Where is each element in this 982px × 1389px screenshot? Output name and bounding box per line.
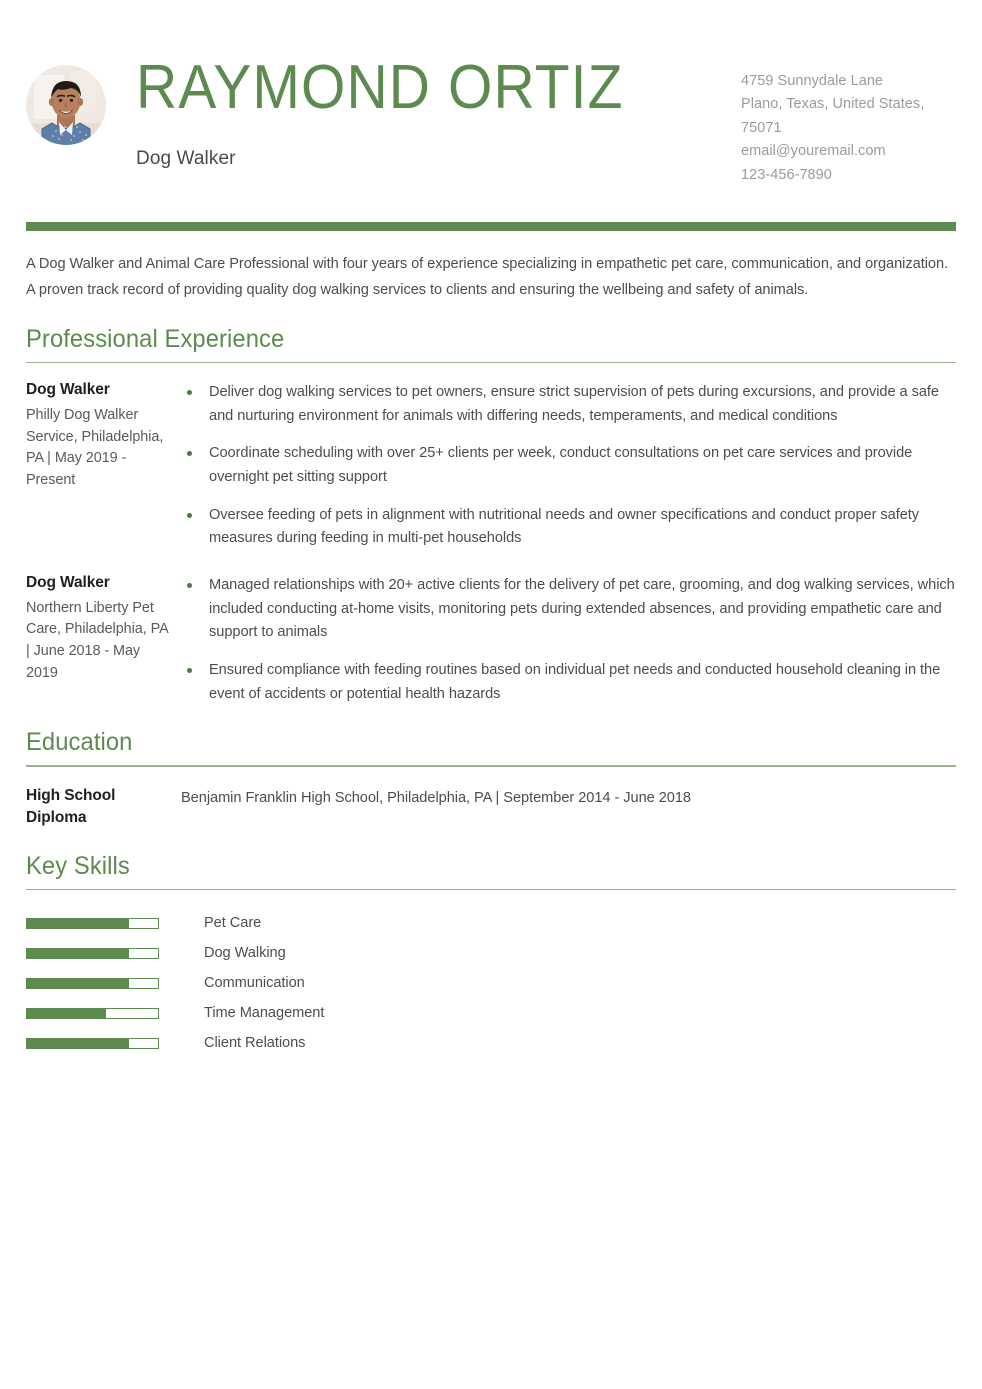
skill-row <box>26 968 956 998</box>
skill-level-fill <box>27 979 129 988</box>
experience-bullet-list <box>181 381 956 551</box>
skill-label: Pet Care <box>204 915 262 932</box>
contact-phone[interactable]: 123-456-7890 <box>741 166 832 183</box>
skill-level-fill <box>27 949 129 958</box>
skill-label: Communication <box>204 975 305 992</box>
experience-meta: Northern Liberty Pet Care, Philadelphia, PA | June 2018 - May 2019 <box>26 599 168 681</box>
experience-entry <box>26 573 956 706</box>
profile-photo-icon <box>26 65 106 145</box>
experience-bullet: Oversee feeding of pets in alignment with nutritional needs and owner specifications and conduct proper safety measures during feeding in multi-pet households <box>181 504 956 551</box>
experience-bullet: Ensured compliance with feeding routines based on individual pet needs and conducted household cleaning in the event of accidents or potential health hazards <box>181 659 956 706</box>
section-rule <box>26 765 956 767</box>
experience-role: Dog Walker <box>26 381 110 399</box>
section-education <box>26 728 956 829</box>
skill-row <box>26 938 956 968</box>
skill-row <box>26 998 956 1028</box>
section-title-skills: Key Skills <box>26 851 130 880</box>
experience-bullet: Deliver dog walking services to pet owners, ensure strict supervision of pets during excursions, and provide a safe and nurturing environment for animals with differing needs, temperaments, and medical conditions <box>181 381 956 428</box>
education-detail: Benjamin Franklin High School, Philadelphia, PA | September 2014 - June 2018 <box>181 789 692 806</box>
skill-label: Time Management <box>204 1005 325 1022</box>
skill-level-bar <box>26 948 159 959</box>
section-skills <box>26 852 956 1059</box>
professional-summary: A Dog Walker and Animal Care Professional with four years of experience specializing in empathetic pet care, communication, and organization. A proven track record of providing quality dog walking services to clients and ensuring the wellbeing and safety of animals. <box>26 256 949 298</box>
skill-level-bar <box>26 1008 159 1019</box>
resume-header <box>26 0 956 187</box>
contact-city-state-zip: Plano, Texas, United States, 75071 <box>741 96 925 136</box>
skill-level-bar <box>26 1038 159 1049</box>
skill-level-bar <box>26 918 159 929</box>
section-title-education: Education <box>26 728 133 757</box>
experience-role: Dog Walker <box>26 573 110 591</box>
skill-level-bar <box>26 978 159 989</box>
skill-row <box>26 908 956 938</box>
experience-entry-left <box>26 573 181 684</box>
education-entry <box>26 785 956 830</box>
experience-entry-right <box>181 573 956 706</box>
experience-bullet: Coordinate scheduling with over 25+ clients per week, conduct consultations on pet care services and provide overnight pet sitting support <box>181 442 956 489</box>
skill-level-fill <box>27 1009 106 1018</box>
contact-block <box>741 56 956 187</box>
skills-list <box>26 908 956 1058</box>
experience-entry-left <box>26 380 181 491</box>
section-title-experience: Professional Experience <box>26 324 285 353</box>
contact-address: 4759 Sunnydale Lane <box>741 73 884 89</box>
contact-email[interactable]: email@youremail.com <box>741 143 886 160</box>
header-divider-band <box>26 222 956 231</box>
job-title: Dog Walker <box>136 148 236 170</box>
experience-bullet-list <box>181 574 956 706</box>
page-title: RAYMOND ORTIZ <box>136 53 624 122</box>
name-block <box>136 53 666 170</box>
section-rule <box>26 889 956 891</box>
experience-entry-right <box>181 380 956 551</box>
skill-level-fill <box>27 1039 129 1048</box>
education-degree: High School Diploma <box>26 786 116 827</box>
experience-entry <box>26 380 956 551</box>
section-experience <box>26 325 956 707</box>
skill-row <box>26 1028 956 1058</box>
avatar <box>26 65 106 145</box>
skill-label: Client Relations <box>204 1035 306 1052</box>
skill-label: Dog Walking <box>204 945 286 962</box>
experience-meta: Philly Dog Walker Service, Philadelphia, PA | May 2019 - Present <box>26 407 164 488</box>
skill-level-fill <box>27 919 129 928</box>
experience-bullet: Managed relationships with 20+ active clients for the delivery of pet care, grooming, and dog walking services, which included conducting at-home visits, monitoring pets during extended absences, and providing empathetic care and support to animals <box>181 574 956 645</box>
section-rule <box>26 362 956 364</box>
identity-block <box>26 53 721 170</box>
